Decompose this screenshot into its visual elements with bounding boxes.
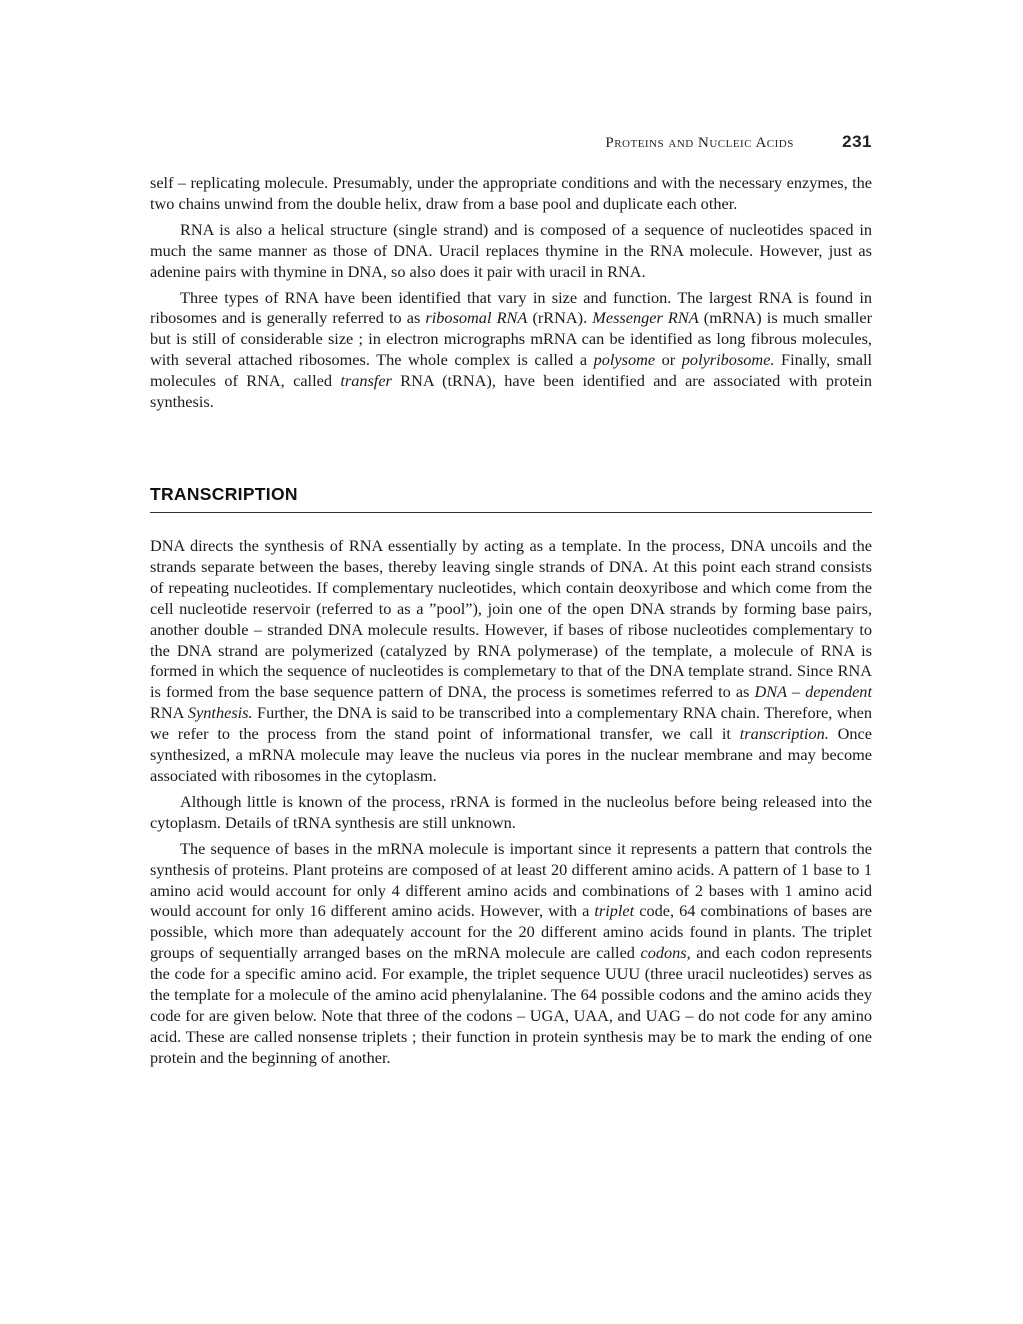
text-run: RNA (tRNA), have been identified and are associated with protein synthesis. — [150, 371, 872, 412]
italic-term: transfer — [340, 371, 392, 391]
intro-text-block — [150, 173, 872, 418]
italic-term: polysome — [593, 350, 656, 370]
italic-term: DNA – dependent — [754, 682, 872, 702]
text-run: or — [655, 350, 682, 370]
italic-term: triplet — [594, 901, 635, 921]
paragraph — [150, 536, 872, 787]
italic-term: ribosomal RNA — [425, 308, 528, 328]
text-run: Once synthesized, a mRNA molecule may leave the nucleus via pores in the nuclear membrane and may become associated with ribosomes in the cytoplasm. — [150, 724, 872, 785]
paragraph — [150, 220, 872, 283]
italic-term: codons, — [640, 943, 691, 963]
text-run: self – replicating molecule. Presumably, under the appropriate conditions and with the necessary enzymes, the two chains unwind from the double helix, draw from a base pool and duplicate each other. — [150, 173, 872, 213]
text-run: The sequence of bases in the mRNA molecule is important since it represents a pattern that controls the synthesis of proteins. Plant proteins are composed of at least 20 different amino acids. A pattern of 1 base to 1 amino acid would account for only 4 different amino acids and combinations of 2 bases with 1 amino acid would account for only 16 different amino acids. However, with a — [150, 838, 872, 921]
paragraph — [150, 792, 872, 834]
section-heading: TRANSCRIPTION — [150, 484, 872, 513]
text-run: Finally, small molecules of RNA, called — [150, 350, 873, 391]
text-run: Although little is known of the process, rRNA is formed in the nucleolus before being released into the cytoplasm. Details of tRNA synthesis are still unknown. — [150, 791, 872, 832]
text-run: code, 64 combinations of bases are possible, which more than adequately account for the 20 different amino acids found in plants. The triplet groups of sequentially arranged bases on the mRNA molecule are called — [150, 901, 873, 963]
text-run: DNA directs the synthesis of RNA essentially by acting as a template. In the process, DNA uncoils and the strands separate between the bases, thereby leaving single strands of DNA. At this point each strand consists of repeating nucleotides. If complementary nucleotides, which contain deoxyribose and which come from the cell nucleotide reservoir (referred to as a ”pool”), join one of the open DNA strands by forming base pairs, another double – stranded DNA molecule results. However, if bases of ribose nucleotides complementary to the DNA strand are polymerized (catalyzed by RNA polymerase) of the template, a molecule of RNA is formed in which the sequence of nucleotides is complemetary to that of the DNA template strand. Since RNA is formed from the base sequence pattern of DNA, the process is sometimes referred to as — [150, 536, 872, 702]
text-run: Further, the DNA is said to be transcribed into a complementary RNA chain. Therefore, when we refer to the process from the stand point of informational transfer, we call it — [150, 703, 873, 744]
paragraph — [150, 839, 872, 1069]
italic-term: Synthesis. — [187, 703, 253, 723]
running-title: Proteins and Nucleic Acids — [605, 135, 794, 151]
text-run: Three types of RNA have been identified that vary in size and function. The largest RNA is found in ribosomes and is generally referred to as — [150, 287, 872, 328]
text-run: and each codon represents the code for a specific amino acid. For example, the triplet sequence UUU (three uracil nucleotides) serves as the template for a molecule of the amino acid phenylalanine. The 64 possible codons and the amino acids they code for are given below. Note that three of the codons – UGA, UAA, and UAG – do not code for any amino acid. These are called nonsense triplets ; their function in protein synthesis may be to mark the ending of one protein and the beginning of another. — [150, 943, 873, 1067]
text-run: RNA — [150, 703, 188, 723]
italic-term: polyribosome. — [681, 350, 775, 370]
text-run: (mRNA) is much smaller but is still of considerable size ; in electron micrographs mRNA can be identified as long fibrous molecules, with several attached ribosomes. The whole complex is called a — [150, 308, 872, 370]
text-run: (rRNA). — [527, 308, 593, 328]
text-run: RNA is also a helical structure (single strand) and is composed of a sequence of nucleotides spaced in much the same manner as those of DNA. Uracil replaces thymine in the RNA molecule. However, just as adenine pairs with thymine in DNA, so also does it pair with uracil in RNA. — [150, 219, 872, 281]
paragraph — [150, 288, 872, 413]
section-text-block — [150, 536, 872, 1074]
paragraph — [150, 173, 872, 215]
page-number: 231 — [842, 132, 872, 151]
italic-term: Messenger RNA — [592, 308, 699, 328]
running-header — [150, 132, 872, 152]
italic-term: transcription. — [739, 724, 829, 744]
